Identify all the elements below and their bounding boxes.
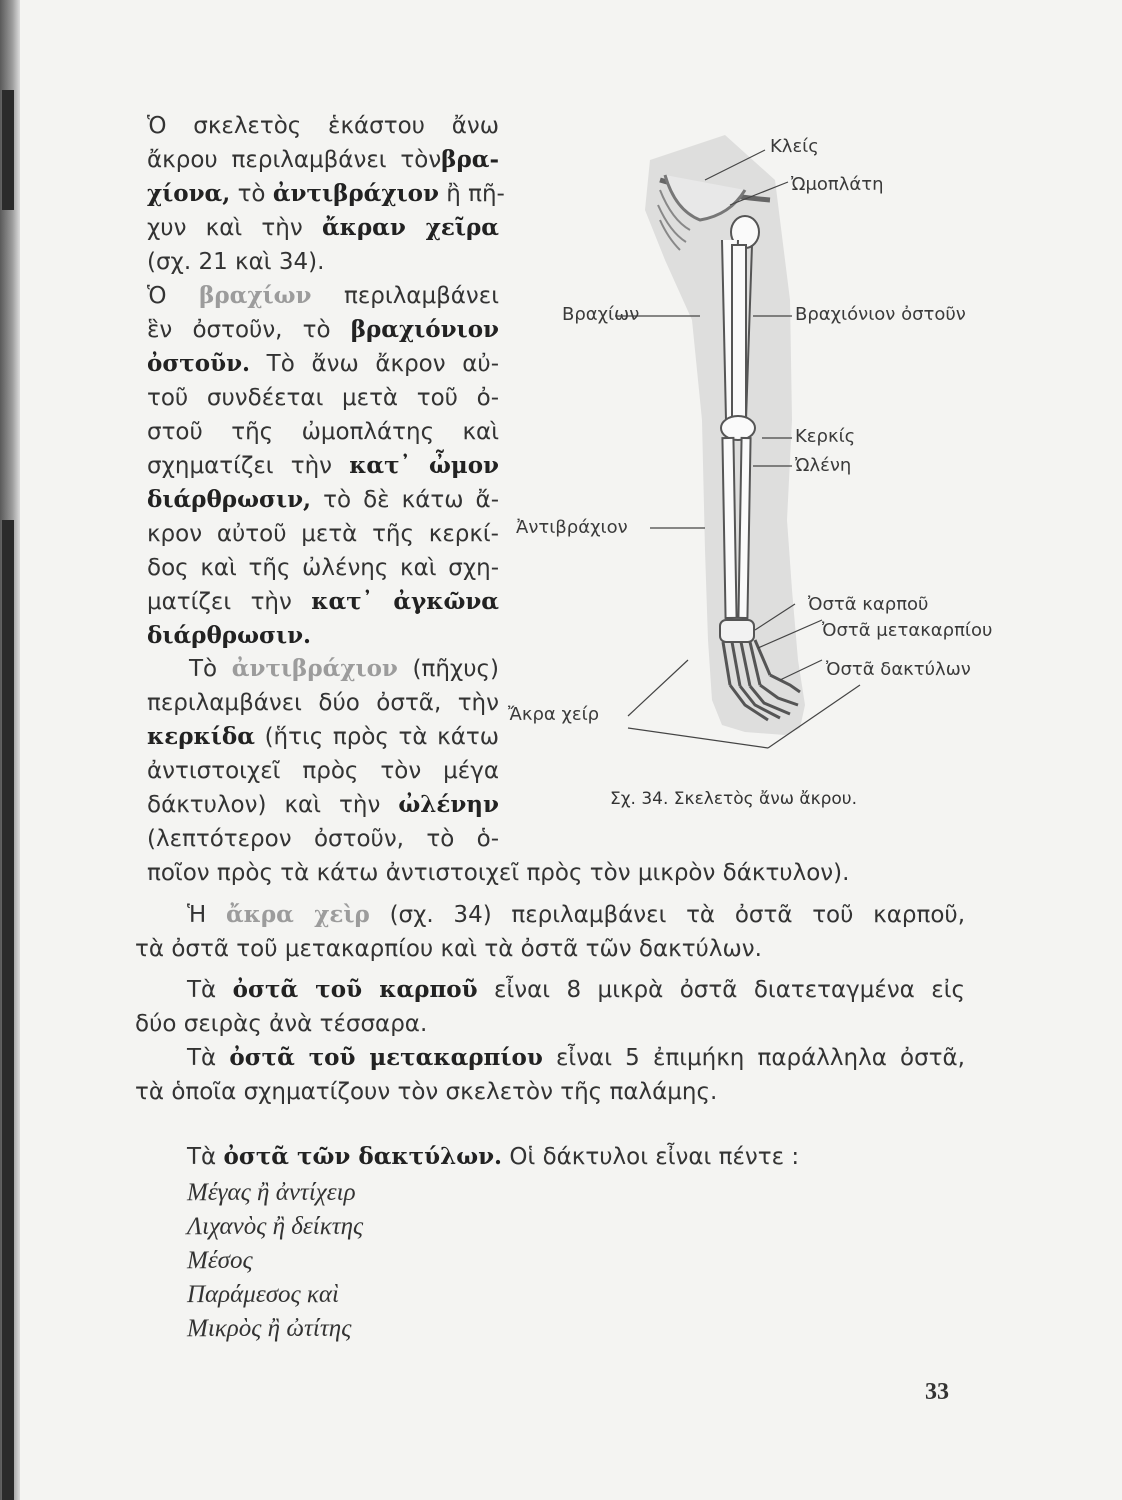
label-karpou: Ὀστᾶ καρποῦ [808,594,929,615]
text-line: (λεπτότερον ὀστοῦν, τὸ ὁ- [147,826,499,852]
paragraph-intro [147,109,505,279]
elbow-joint [721,416,755,440]
finger-list [187,1176,363,1346]
finger-item: Παράμεσος καὶ [187,1281,339,1308]
text-line: Ὁ βραχίων περιλαμβάνει [147,282,499,309]
text-line: περιλαμβάνει δύο ὀστᾶ, τὴν [147,690,499,716]
spine-band [2,90,14,210]
text-line: τὰ ὁποῖα σχηματίζουν τὸν σκελετὸν τῆς παλάμης. [135,1079,718,1105]
text-line: κρον αὐτοῦ μετὰ τῆς κερκί- [147,521,499,547]
text-line: ἄκρου περιλαμβάνει τὸνβρα- [147,146,499,173]
label-omoplati: Ὠμοπλάτη [791,174,884,195]
paragraph-metacarpus [135,1041,965,1109]
page-number: 33 [925,1379,949,1405]
text-line: χυν καὶ τὴν ἄκραν χεῖρα [147,214,499,241]
text-line: ποῖον πρὸς τὰ κάτω ἀντιστοιχεῖ πρὸς τὸν μικρὸν δάκτυλον). [147,860,850,886]
text-line: ἀντιστοιχεῖ πρὸς τὸν μέγα [147,758,499,784]
label-kerkis: Κερκίς [795,426,856,447]
finger-item: Μέγας ἢ ἀντίχειρ [187,1179,356,1206]
humerus-shaft [732,245,746,420]
text-line: δος καὶ τῆς ὠλένης καὶ σχη- [147,555,499,581]
text-line: τὰ ὀστᾶ τοῦ μετακαρπίου καὶ τὰ ὀστᾶ τῶν δακτύλων. [135,936,762,962]
spine-band [2,520,14,1500]
label-antibrachion: Ἀντιβράχιον [516,517,628,538]
paragraph-hand [135,898,965,966]
figure-caption: Σχ. 34. Σκελετὸς ἄνω ἄκρου. [610,789,858,809]
label-metakarpiou: Ὀστᾶ μετακαρπίου [822,620,993,641]
text-line: ἓν ὀστοῦν, τὸ βραχιόνιον [147,316,499,343]
text-line: κερκίδα (ἥτις πρὸς τὰ κάτω [147,723,499,750]
finger-item: Λιχανὸς ἢ δείκτης [187,1213,364,1240]
text-line: διάρθρωσιν. [147,622,312,649]
text-line: δάκτυλον) καὶ τὴν ὠλένην [147,791,499,818]
finger-item: Μικρὸς ἢ ὠτίτης [187,1315,352,1342]
text-line: χίονα, τὸ ἀντιβράχιον ἢ πῆ- [147,180,505,207]
label-brachion: Βραχίων [562,304,640,325]
text-line: ματίζει τὴν κατ᾽ ἀγκῶνα [147,588,499,615]
text-line: (σχ. 21 καὶ 34). [147,249,325,275]
text-line: Ἡ ἄκρα χεὶρ (σχ. 34) περιλαμβάνει τὰ ὀστᾶ τοῦ καρποῦ, [187,901,966,928]
label-olene: Ὠλένη [795,455,852,476]
label-daktylon: Ὀστᾶ δακτύλων [826,659,971,680]
text-line: στοῦ τῆς ὠμοπλάτης καὶ [147,419,499,445]
text-line: Τὰ ὀστᾶ τῶν δακτύλων. Οἱ δάκτυλοι εἶναι πέντε : [187,1143,800,1170]
paragraph-carpus [135,973,965,1041]
text-line: δύο σειρὰς ἀνὰ τέσσαρα. [135,1011,428,1037]
text-line: Τὰ ὀστᾶ τοῦ μετακαρπίου εἶναι 5 ἐπιμήκη παράλληλα ὀστᾶ, [187,1044,965,1071]
radius [722,438,736,618]
text-line: σχηματίζει τὴν κατ᾽ ὦμον [147,452,499,479]
text-line: Τὸ ἀντιβράχιον (πῆχυς) [189,655,499,682]
text-line: ὀστοῦν. Τὸ ἄνω ἄκρον αὐ- [147,350,499,377]
paragraph-antibrachion [147,652,499,856]
text-line: Ὁ σκελετὸς ἑκάστου ἄνω [147,113,499,139]
label-kleis: Κλείς [770,136,819,157]
text-line: Τὰ ὀστᾶ τοῦ καρποῦ εἶναι 8 μικρὰ ὀστᾶ διατεταγμένα εἰς [187,976,965,1003]
carpal-bones [720,620,754,642]
text-line: τοῦ συνδέεται μετὰ τοῦ ὀ- [147,385,499,411]
ulna [738,438,750,618]
paragraph-fingers [187,1140,827,1174]
label-akra-cheir: Ἄκρα χείρ [508,704,600,725]
paragraph-antibrachion-end [147,856,977,890]
text-line: διάρθρωσιν, τὸ δὲ κάτω ἄ- [147,486,499,513]
label-brachionio: Βραχιόνιον ὀστοῦν [795,304,966,325]
book-spine-edge [0,0,20,1500]
finger-item: Μέσος [187,1247,253,1274]
paragraph-brachion [147,279,499,653]
